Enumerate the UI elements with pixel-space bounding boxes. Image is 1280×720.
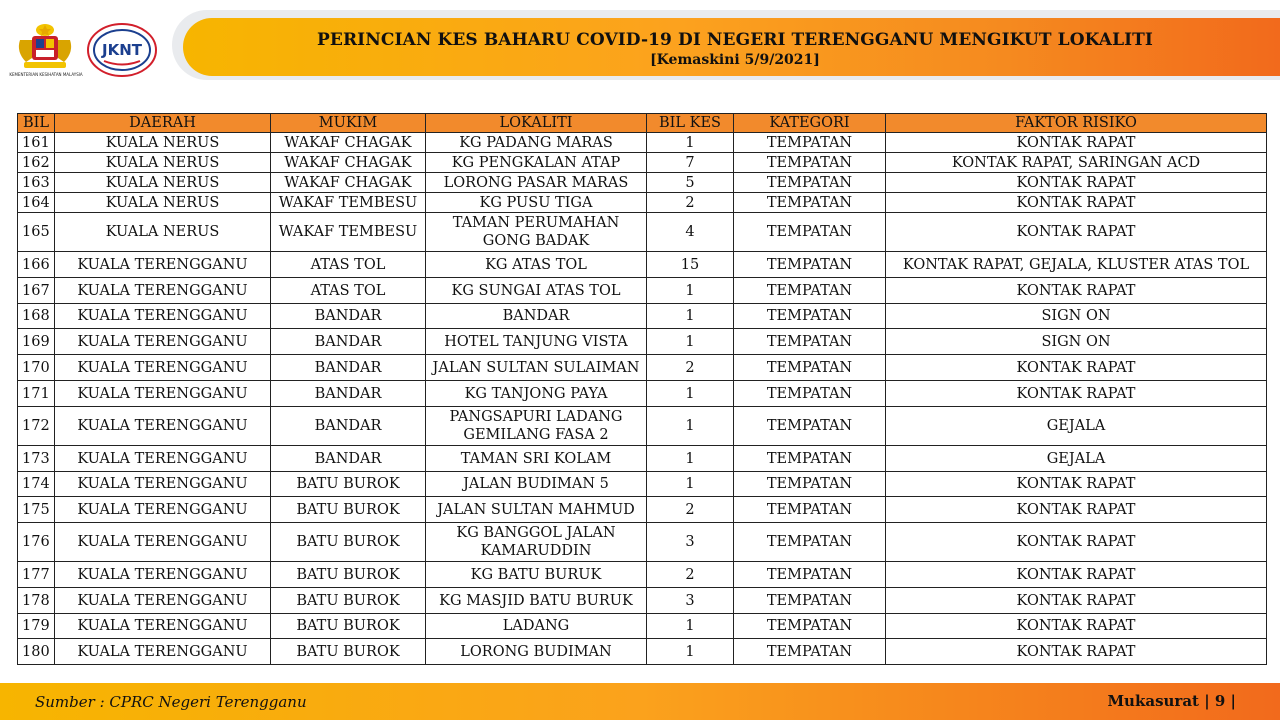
column-header-kategori: KATEGORI [734,114,886,133]
cell-daerah: KUALA TERENGGANU [55,381,271,407]
cell-bil: 166 [18,252,55,278]
cell-kategori: TEMPATAN [734,173,886,193]
cell-lokaliti: LADANG [426,614,647,639]
cell-bil-kes: 1 [647,278,734,304]
column-header-daerah: DAERAH [55,114,271,133]
cell-kategori: TEMPATAN [734,278,886,304]
column-header-mukim: MUKIM [271,114,426,133]
cell-kategori: TEMPATAN [734,252,886,278]
cell-faktor-risiko: KONTAK RAPAT [886,193,1267,213]
cell-mukim: WAKAF TEMBESU [271,213,426,252]
cell-kategori: TEMPATAN [734,497,886,523]
cell-faktor-risiko: KONTAK RAPAT [886,472,1267,497]
cell-lokaliti: KG BANGGOL JALAN KAMARUDDIN [426,523,647,562]
cell-lokaliti: LORONG PASAR MARAS [426,173,647,193]
cell-bil-kes: 2 [647,497,734,523]
table-row [18,381,1267,407]
cell-bil-kes: 1 [647,614,734,639]
table-row [18,562,1267,588]
cell-faktor-risiko: KONTAK RAPAT [886,355,1267,381]
jknt-logo-text: JKNT [102,41,142,59]
cell-bil: 164 [18,193,55,213]
column-header-bil-kes: BIL KES [647,114,734,133]
column-header-lokaliti: LOKALITI [426,114,647,133]
cell-mukim: ATAS TOL [271,252,426,278]
cell-kategori: TEMPATAN [734,446,886,472]
table-row [18,472,1267,497]
table-row [18,193,1267,213]
cell-daerah: KUALA TERENGGANU [55,523,271,562]
cell-bil-kes: 1 [647,472,734,497]
cell-faktor-risiko: SIGN ON [886,329,1267,355]
cell-bil-kes: 1 [647,639,734,665]
cell-faktor-risiko: KONTAK RAPAT, SARINGAN ACD [886,153,1267,173]
cell-mukim: BANDAR [271,407,426,446]
cell-bil: 167 [18,278,55,304]
cell-mukim: WAKAF TEMBESU [271,193,426,213]
cell-faktor-risiko: KONTAK RAPAT [886,381,1267,407]
cell-lokaliti: KG ATAS TOL [426,252,647,278]
cell-faktor-risiko: KONTAK RAPAT [886,588,1267,614]
cell-lokaliti: KG PUSU TIGA [426,193,647,213]
cell-lokaliti: BANDAR [426,304,647,329]
cell-mukim: WAKAF CHAGAK [271,133,426,153]
cell-lokaliti: PANGSAPURI LADANG GEMILANG FASA 2 [426,407,647,446]
cell-kategori: TEMPATAN [734,614,886,639]
cell-mukim: ATAS TOL [271,278,426,304]
cell-daerah: KUALA TERENGGANU [55,252,271,278]
cell-bil: 165 [18,213,55,252]
cell-mukim: BANDAR [271,381,426,407]
cell-kategori: TEMPATAN [734,381,886,407]
jknt-logo [86,22,158,78]
cell-kategori: TEMPATAN [734,639,886,665]
cell-bil: 178 [18,588,55,614]
cell-kategori: TEMPATAN [734,562,886,588]
cell-kategori: TEMPATAN [734,133,886,153]
cell-daerah: KUALA TERENGGANU [55,278,271,304]
cell-kategori: TEMPATAN [734,355,886,381]
cell-daerah: KUALA TERENGGANU [55,472,271,497]
table-row [18,355,1267,381]
cell-daerah: KUALA TERENGGANU [55,614,271,639]
cell-bil: 175 [18,497,55,523]
cell-lokaliti: JALAN SULTAN SULAIMAN [426,355,647,381]
cell-daerah: KUALA NERUS [55,173,271,193]
cell-mukim: BATU BUROK [271,562,426,588]
cell-faktor-risiko: KONTAK RAPAT, GEJALA, KLUSTER ATAS TOL [886,252,1267,278]
cell-kategori: TEMPATAN [734,472,886,497]
cell-kategori: TEMPATAN [734,153,886,173]
cell-bil: 163 [18,173,55,193]
cell-faktor-risiko: KONTAK RAPAT [886,133,1267,153]
cell-faktor-risiko: SIGN ON [886,304,1267,329]
cell-daerah: KUALA TERENGGANU [55,446,271,472]
cell-kategori: TEMPATAN [734,407,886,446]
cell-daerah: KUALA TERENGGANU [55,304,271,329]
cell-bil: 172 [18,407,55,446]
cell-lokaliti: KG PADANG MARAS [426,133,647,153]
cell-daerah: KUALA TERENGGANU [55,497,271,523]
cell-kategori: TEMPATAN [734,213,886,252]
cell-mukim: BANDAR [271,355,426,381]
column-header-bil: BIL [18,114,55,133]
cell-bil-kes: 1 [647,407,734,446]
cell-kategori: TEMPATAN [734,193,886,213]
cell-bil: 174 [18,472,55,497]
cell-lokaliti: TAMAN SRI KOLAM [426,446,647,472]
cell-bil-kes: 2 [647,355,734,381]
cell-bil: 171 [18,381,55,407]
table-row [18,213,1267,252]
table-row [18,614,1267,639]
cell-daerah: KUALA NERUS [55,193,271,213]
kkm-caption: KEMENTERIAN KESIHATAN MALAYSIA [9,72,83,77]
table-row [18,278,1267,304]
cell-kategori: TEMPATAN [734,304,886,329]
cell-daerah: KUALA NERUS [55,133,271,153]
cell-lokaliti: HOTEL TANJUNG VISTA [426,329,647,355]
cell-faktor-risiko: KONTAK RAPAT [886,562,1267,588]
cell-mukim: WAKAF CHAGAK [271,153,426,173]
cell-lokaliti: KG MASJID BATU BURUK [426,588,647,614]
cell-bil: 179 [18,614,55,639]
cell-faktor-risiko: GEJALA [886,446,1267,472]
cell-daerah: KUALA TERENGGANU [55,407,271,446]
cell-kategori: TEMPATAN [734,523,886,562]
cell-bil-kes: 7 [647,153,734,173]
cell-bil: 169 [18,329,55,355]
table-row [18,523,1267,562]
cell-bil: 173 [18,446,55,472]
table-row [18,639,1267,665]
cell-bil-kes: 2 [647,193,734,213]
cell-lokaliti: KG SUNGAI ATAS TOL [426,278,647,304]
cell-mukim: BATU BUROK [271,588,426,614]
cell-bil-kes: 3 [647,523,734,562]
cell-daerah: KUALA TERENGGANU [55,588,271,614]
cell-bil: 177 [18,562,55,588]
cell-faktor-risiko: KONTAK RAPAT [886,213,1267,252]
cell-daerah: KUALA TERENGGANU [55,639,271,665]
cell-kategori: TEMPATAN [734,329,886,355]
cell-lokaliti: JALAN BUDIMAN 5 [426,472,647,497]
cell-mukim: BATU BUROK [271,614,426,639]
cell-bil-kes: 2 [647,562,734,588]
cell-bil-kes: 5 [647,173,734,193]
page-number: Mukasurat | 9 | [1107,692,1236,710]
cell-bil: 162 [18,153,55,173]
cell-bil: 176 [18,523,55,562]
column-header-faktor-risiko: FAKTOR RISIKO [886,114,1267,133]
table-row [18,446,1267,472]
cell-kategori: TEMPATAN [734,588,886,614]
page-subtitle: [Kemaskini 5/9/2021] [650,52,820,68]
cell-mukim: BATU BUROK [271,523,426,562]
table-row [18,252,1267,278]
page-title: PERINCIAN KES BAHARU COVID-19 DI NEGERI TERENGGANU MENGIKUT LOKALITI [317,30,1153,50]
cases-table [17,113,1267,665]
cell-daerah: KUALA TERENGGANU [55,562,271,588]
cell-daerah: KUALA TERENGGANU [55,355,271,381]
cell-lokaliti: LORONG BUDIMAN [426,639,647,665]
cell-bil: 170 [18,355,55,381]
table-row [18,133,1267,153]
cell-lokaliti: KG PENGKALAN ATAP [426,153,647,173]
cell-bil-kes: 1 [647,133,734,153]
cell-faktor-risiko: KONTAK RAPAT [886,497,1267,523]
cell-bil-kes: 3 [647,588,734,614]
cell-lokaliti: KG BATU BURUK [426,562,647,588]
cell-faktor-risiko: KONTAK RAPAT [886,523,1267,562]
cell-faktor-risiko: KONTAK RAPAT [886,173,1267,193]
table-row [18,173,1267,193]
table-row [18,497,1267,523]
cell-mukim: BATU BUROK [271,497,426,523]
cell-bil: 168 [18,304,55,329]
cell-mukim: BATU BUROK [271,472,426,497]
cell-mukim: BANDAR [271,446,426,472]
table-row [18,407,1267,446]
cell-mukim: BATU BUROK [271,639,426,665]
table-row [18,304,1267,329]
cell-daerah: KUALA NERUS [55,153,271,173]
cell-bil-kes: 1 [647,329,734,355]
table-header-row [18,114,1267,133]
source-note: Sumber : CPRC Negeri Terengganu [35,693,307,711]
cell-bil-kes: 1 [647,304,734,329]
cell-bil: 161 [18,133,55,153]
cell-daerah: KUALA NERUS [55,213,271,252]
cell-bil-kes: 1 [647,381,734,407]
cell-faktor-risiko: KONTAK RAPAT [886,614,1267,639]
cell-daerah: KUALA TERENGGANU [55,329,271,355]
cell-bil-kes: 15 [647,252,734,278]
cell-mukim: WAKAF CHAGAK [271,173,426,193]
cell-mukim: BANDAR [271,304,426,329]
cell-lokaliti: TAMAN PERUMAHAN GONG BADAK [426,213,647,252]
cell-bil: 180 [18,639,55,665]
cell-faktor-risiko: KONTAK RAPAT [886,639,1267,665]
table-row [18,588,1267,614]
table-row [18,329,1267,355]
cell-lokaliti: JALAN SULTAN MAHMUD [426,497,647,523]
cell-faktor-risiko: GEJALA [886,407,1267,446]
cell-bil-kes: 4 [647,213,734,252]
cell-faktor-risiko: KONTAK RAPAT [886,278,1267,304]
cell-lokaliti: KG TANJONG PAYA [426,381,647,407]
table-row [18,153,1267,173]
cell-mukim: BANDAR [271,329,426,355]
cell-bil-kes: 1 [647,446,734,472]
